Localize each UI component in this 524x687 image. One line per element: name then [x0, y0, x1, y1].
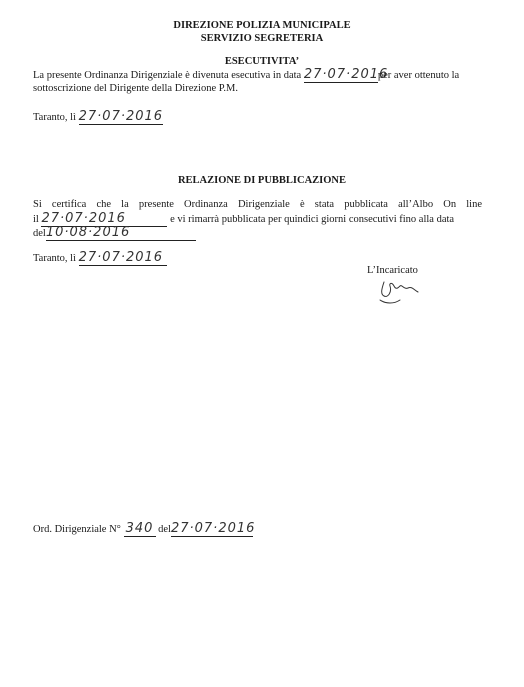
esecutivita-place-label: Taranto, lì [33, 112, 76, 123]
header-title: DIREZIONE POLIZIA MUNICIPALE [173, 20, 351, 31]
relazione-il-label: il [33, 214, 39, 225]
relazione-title: RELAZIONE DI PUBBLICAZIONE [177, 175, 347, 186]
relazione-il-date: 27·07·2016 [41, 212, 167, 227]
signature-image [374, 278, 426, 308]
esecutivita-date: 27·07·2016 [303, 67, 389, 82]
footer-line [33, 521, 256, 537]
esecutivita-line2: sottoscrizione del Dirigente della Direzione P.M. [33, 83, 238, 94]
esecutivita-text-after: per aver ottenuto la [377, 70, 460, 81]
header-subtitle: SERVIZIO SEGRETERIA [200, 33, 324, 44]
footer-del-date: 27·07·2016 [170, 521, 256, 536]
esecutivita-line1 [33, 68, 459, 83]
esecutivita-place-line [33, 110, 163, 125]
relazione-del-date: 10·08·2016 [46, 226, 196, 241]
incaricato-label: L’Incaricato [367, 265, 418, 276]
relazione-line2-text: e vi rimarrà pubblicata per quindici giorni consecutivi fino alla data [170, 214, 455, 225]
footer-ord-label: Ord. Dirigenziale N° [33, 524, 121, 535]
esecutivita-place-date: 27·07·2016 [78, 109, 164, 124]
relazione-line3 [33, 226, 196, 241]
relazione-place-date: 27·07·2016 [79, 251, 167, 266]
footer-ord-number: 340 [124, 522, 156, 537]
footer-del-label: del [158, 524, 171, 535]
esecutivita-title: ESECUTIVITA’ [224, 56, 300, 67]
relazione-line1: Si certifica che la presente Ordinanza Dirigenziale è stata pubblicata all’Albo On line [33, 199, 482, 210]
relazione-place-label: Taranto, lì [33, 253, 76, 264]
relazione-del-label: del [33, 228, 46, 239]
relazione-place-line [33, 251, 167, 266]
esecutivita-text-before: La presente Ordinanza Dirigenziale è divenuta esecutiva in data [33, 70, 302, 81]
